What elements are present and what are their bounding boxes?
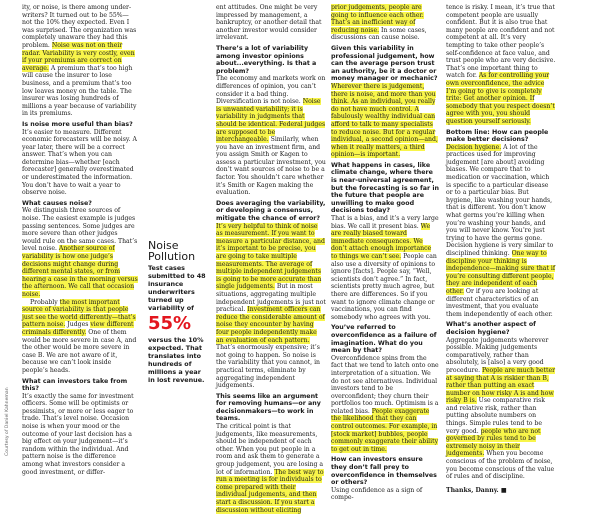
highlighted-text: People exaggerate the likelihood that they can control outcomes. For example, in [stock market] bubbles, people commonly exaggerate their ability to get out in time. (331, 407, 439, 453)
answer-paragraph (446, 337, 556, 481)
body-text: ity, or noise, is there among under-writers? It turned out to be 55%—not the 10% they expected. Even I was surprised. The organization was completely unaware they had this problem. (22, 4, 137, 49)
body-text: Similarly, when you have an investment firm, and you assign Smith or Kagen to assess a particular investment, you don’t want sources of noise to be a factor. You shouldn’t care whether it’s Smith or Kagen making the evaluation. (216, 136, 326, 197)
body-text: In some cases, discussions can cause noise. (331, 26, 427, 42)
body-text: The critical point is that judgements, like measurements, should be independent of each other. When you put people in a room and ask them to generate a group judgement, you are losing a lot of information. (216, 423, 324, 476)
answer-paragraph (22, 4, 138, 118)
answer-paragraph (331, 215, 439, 321)
sign-off: Thanks, Danny. ■ (446, 486, 507, 494)
question-heading: Bottom line: How can people make better decisions? (446, 128, 549, 144)
sidebar-title-line-2: Pollution (148, 250, 196, 263)
photo-credit: Courtesy of Daniel Kahneman (5, 387, 10, 456)
answer-paragraph (331, 4, 439, 42)
answer-paragraph (446, 4, 556, 126)
answer-paragraph (216, 75, 326, 197)
answer-paragraph (216, 423, 326, 514)
question-heading: Does averaging the variability, or developing a consensus, mitigate the chance of error? (216, 199, 326, 223)
question-heading: What causes noise? (22, 199, 92, 207)
answer-paragraph (22, 129, 138, 197)
body-text: It’s exactly the same for investment officers. Some will be optimists or pessimists, or more or less eager to trade. That’s level noise. Occasion noise is when your mood or the outcome of your last decision has a big effect on your judgement—it’s random within the individual. And pattern noise is the difference among what investors consider a good investment, or differ- (22, 392, 134, 476)
sidebar-title-line-1: Noise (148, 239, 179, 252)
article-column-4 (446, 4, 556, 494)
highlighted-text: prior judgements, people are going to influence each other. That’s an inefficient way of reducing noise. (331, 4, 424, 34)
highlighted-text: People are much better at saying that A is riskier than B, rather than putting an exact number on how risky A is and how risky B is. (446, 366, 556, 405)
highlighted-text: Noise is unwanted variability; it is variability in judgments that should be identical. Federal judges are supposed to be interchangeable. (216, 98, 326, 144)
highlighted-text: Decision hygiene. (446, 143, 502, 151)
answer-paragraph (216, 4, 326, 42)
highlighted-text: the most important source of variability is that people just see the world differently—that’s pattern noise. (22, 298, 136, 329)
answer-paragraph (216, 223, 326, 390)
body-text: Use comparative risk and relative risk, rather than putting absolute numbers on things. Simple rules tend to be very good. (446, 397, 546, 435)
body-text: We distinguish three sources of noise. The easiest example is judges passing sentences. Some judges are more severe than other judges would rule on the same cases. That’s level noise. (22, 207, 138, 253)
body-text: The economy and markets work on differences of opinion, you can’t consider it a bad thing. Diversification is not noise. (216, 75, 326, 106)
question-heading: Given this variability in professional judgement, how can the average person trust an authority, be it a doctor or money manager or mechanic? (331, 44, 438, 83)
body-text: That’s enormously expensive; it’s not going to happen. So noise is the variability that you cannot, in practical terms, eliminate by aggregating independent judgements. (216, 344, 320, 390)
answer-paragraph (331, 355, 439, 454)
body-text: But in most situations, aggregating multiple independent judgements is just not practical. (216, 283, 326, 314)
body-text: Judges (65, 321, 91, 329)
body-text: When you become conscious of the problem of noise, you become conscious of the value of rules and of discipline. (446, 450, 555, 481)
highlighted-text: The best way to run a meeting is for individuals to come prepared with their individual judgements, and then start a discussion. If you start a discussion without eliciting (216, 468, 324, 514)
highlighted-text: Noise was not on their radar. Variability is very costly, even if your premiums are correct on average. (22, 41, 135, 72)
body-text: People can also use a diversity of opinions to ignore [facts]. People say, “Well, scientists don’t agree.” In fact, scientists pretty much agree, but there are differences. So if you want to ignore climate change or vaccinations, you can find somebody who agrees with you. (331, 253, 437, 321)
answer-paragraph (22, 207, 138, 298)
question-heading: This seems like an argument for removing humans—or any decisionmakers—to work in teams. (216, 392, 321, 423)
highlighted-text: people who are not governed by rules tend to be extremely noisy in their judgements. (446, 427, 541, 458)
sidebar-stat: 55% (148, 313, 192, 334)
highlighted-text: One way to discipline your thinking is independence—making sure that if you’re consulting different people, they are independent of each other. (446, 250, 556, 295)
question-heading: You’ve referred to overconfidence as a failure of imagination. What do you mean by that? (331, 324, 437, 355)
body-text: Or if you are looking at different characteristics of an investment, that you evaluate them independently of each other. (446, 287, 553, 318)
body-text: One of them would be more severe in case A, and the other would be more severe in case B. We are not aware of it, because we can’t look inside people’s heads. (22, 328, 137, 374)
body-text: tence is risky. I mean, it’s true that competent people are usually confident. But it is also true that many people are confident and not competent at all. It’s very tempting to take other people’s self-confidence at face value, and trust people who are very decisive. That’s one important thing to watch for. (446, 4, 556, 80)
body-text: A lot of the practices used for improving judgement [are about] avoiding biases. We compare that to medication or vaccination, which is specific to a particular disease or to a particular bias. But hygiene, like washing your hands, that is different. You don’t know what germs you’re killing when you’re washing your hands, and you will never know. You’re just trying to have the germs gone. Decision hygiene is very similar to disciplined thinking. (446, 143, 554, 257)
body-text: A premium that’s too high will cause the insurer to lose business, and a premium that’s too low leaves money on the table. The insurer was losing hundreds of millions a year because of variability in its premiums. (22, 64, 137, 118)
body-text: Overconfidence spins from the fact that we tend to latch onto one interpretation of a situation. We do not see alternatives. Individual investors tend to be overconfident; they churn their portfolios too much. Optimism is a related bias. (331, 354, 439, 415)
article-column-1 (22, 4, 138, 476)
highlighted-text: Investment officers can reduce the considerable amount of noise they encounter by having four people independently make an evaluation of each pattern. (216, 306, 325, 344)
body-text: ent attitudes. One might be very impressed by management, a bankruptcy, or another detail that another investor would consider irrelevant. (216, 4, 322, 42)
highlighted-text: It’s very helpful to think of noise as measurement. If you want to measure a particular distance, and it’s important to be precise, you are going to take multiple measurements. The average of multiple independent judgements is going to be more accurate than single judgements. (216, 222, 325, 291)
sidebar-lead: Test cases submitted to 48 insurance underwriters turned up variability of (148, 264, 206, 312)
body-text: Probably (30, 298, 60, 306)
answer-paragraph (331, 487, 439, 502)
answer-paragraph (331, 83, 439, 159)
body-text: Using confidence as a sign of compe- (331, 486, 423, 502)
noise-pollution-sidebar (148, 240, 208, 384)
highlighted-text: view different criminals differently. (22, 321, 134, 336)
highlighted-text: As for controlling your own overconfidence, the advice I’m going to give is completely trite: Get another opinion. (446, 72, 550, 103)
article-column-3 (331, 4, 439, 502)
sidebar-tail: versus the 10% expected. That translates into hundreds of millions a year in lost revenue. (148, 336, 205, 384)
highlighted-text: If somebody that you respect doesn’t agree with you, you should question yourself seriously. (446, 95, 555, 125)
article-column-2 (216, 4, 326, 514)
answer-paragraph (22, 393, 138, 477)
body-text: Aggregate judgements wherever possible. Making judgements comparatively, rather than absolutely, is [also] a very good procedure. (446, 336, 549, 374)
question-heading: Is noise more useful than bias? (22, 120, 133, 128)
question-heading: What happens in cases, like climate change, where there is near-universal agreement, but the forecasting is so far in the future that people are unwilling to make good decisions today? (331, 161, 439, 215)
question-heading: What’s another aspect of decision hygiene? (446, 321, 536, 336)
question-heading: How can investors ensure they don’t fall prey to overconfidence in themselves or others? (331, 456, 437, 487)
highlighted-text: Wherever there is judgement, there is noise, and more than you think. As an individual, you really do not have much control. A fabulously wealthy individual can afford to talk to many specialists to reduce noise. But for a regular individual, a second opinion—and, when it really matters, a third opinion—is important. (331, 82, 438, 159)
highlighted-text: Another source of variability is how one judge’s decisions might change during different mental states, or from hearing a case in the morning versus the afternoon. We call that occasion noise. (22, 245, 138, 298)
body-text: It’s easier to measure. Different economic forecasters will be noisy. A year later, there will be a correct answer. That’s when you can determine bias—whether [each forecaster] generally overestimated or underestimated the information. You don’t have to wait a year to observe noise. (22, 128, 137, 197)
answer-paragraph (446, 144, 556, 319)
body-text: That is a bias, and it’s a very large bias. We call it present bias. (331, 215, 439, 230)
highlighted-text: We are really biased toward immediate consequences. We don’t attach enough importance to things we can’t see. (331, 222, 432, 260)
question-heading: What can investors take from this? (22, 377, 128, 393)
answer-paragraph (22, 299, 138, 375)
question-heading: There’s a lot of variability among investor opinions about...everything. Is that a problem? (216, 44, 317, 75)
